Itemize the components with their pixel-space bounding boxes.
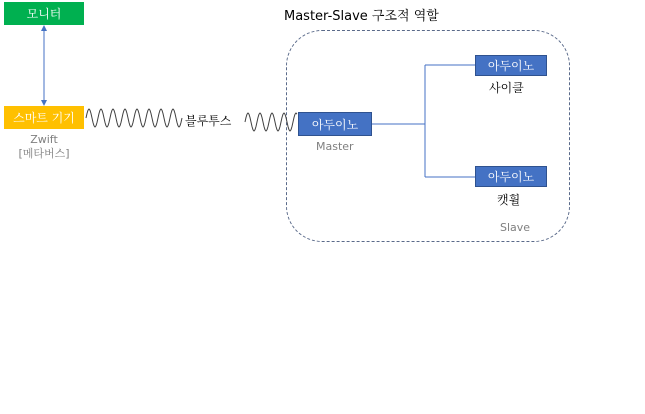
master-role-label: Master bbox=[316, 140, 354, 153]
zwift-label: Zwift bbox=[30, 133, 58, 146]
master-slave-connector bbox=[372, 65, 475, 177]
monitor-link-arrow bbox=[41, 25, 47, 106]
diagram-title: Master-Slave 구조적 역할 bbox=[284, 9, 439, 24]
catwheel-caption: 캣휠 bbox=[497, 193, 521, 207]
cycle-caption: 사이클 bbox=[489, 81, 524, 95]
bluetooth-label: 블루투스 bbox=[185, 114, 232, 128]
arduino-cycle-box bbox=[475, 55, 547, 76]
arduino-master-box bbox=[298, 112, 372, 136]
metaverse-label: [메타버스] bbox=[18, 147, 70, 160]
arduino-catwheel-label: 아두이노 bbox=[487, 170, 535, 184]
arduino-cycle-label: 아두이노 bbox=[487, 59, 535, 73]
arduino-catwheel-box bbox=[475, 166, 547, 187]
bluetooth-wave-right bbox=[245, 113, 297, 131]
bluetooth-wave-left bbox=[86, 109, 182, 127]
monitor-label: 모니터 bbox=[26, 7, 62, 21]
slave-role-label: Slave bbox=[500, 221, 531, 234]
arduino-master-label: 아두이노 bbox=[311, 117, 359, 132]
smart-device-label: 스마트 기기 bbox=[13, 111, 75, 125]
monitor-box bbox=[4, 2, 84, 25]
smart-device-box bbox=[4, 106, 84, 129]
smart-device-caption bbox=[4, 133, 84, 161]
